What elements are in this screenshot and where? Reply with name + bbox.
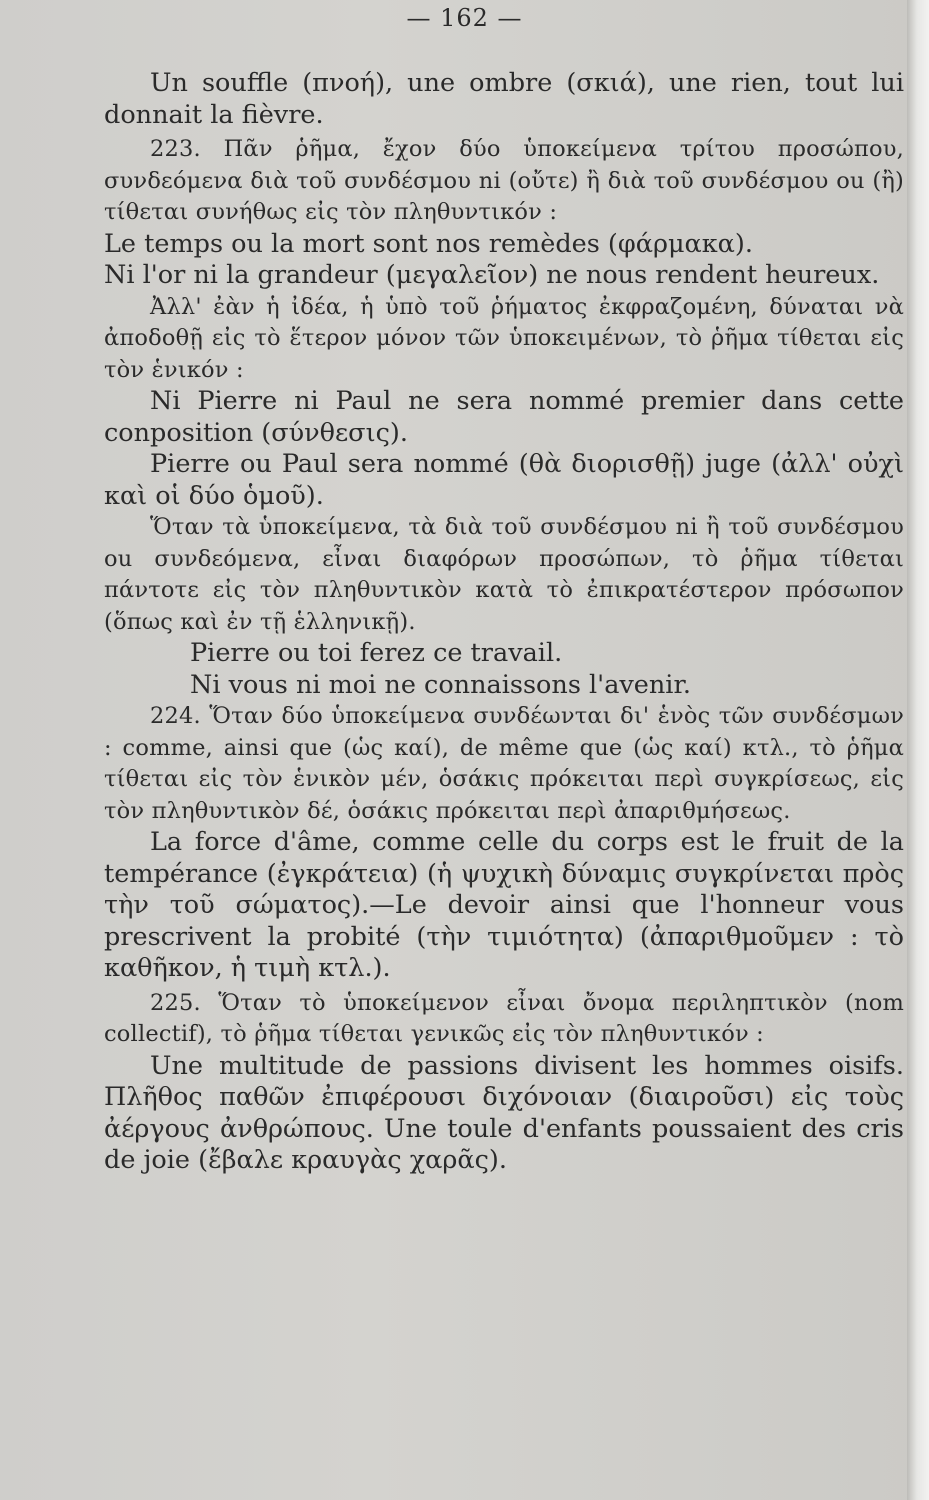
example-pierre-paul-2: Pierre ou Paul sera nommé (θὰ διορισθῇ) juge (ἀλλ' οὐχὶ καὶ οἱ δύο ὁμοῦ). [104, 449, 904, 511]
paragraph-otan: Ὅταν τὰ ὑποκείμενα, τὰ διὰ τοῦ συνδέσμου ni ἢ τοῦ συνδέσμου ou συνδεόμενα, εἶναι διαφόρων προσώπων, τὸ ῥῆμα τίθεται πάντοτε εἰς τὸν πληθυντικὸν κατὰ τὸ ἐπικρατέστερον πρόσωπον (ὅπως καὶ ἐν τῇ ἑλληνικῇ). [104, 514, 904, 635]
example-pierre-toi: Pierre ou toi ferez ce travail. [190, 638, 563, 668]
paragraph-alla: Ἀλλ' ἐὰν ἡ ἰδέα, ἡ ὑπὸ τοῦ ῥήματος ἐκφραζομένη, δύναται νὰ ἀποδοθῇ εἰς τὸ ἕτερον μόνον τῶν ὑποκειμένων, τὸ ῥῆμα τίθεται εἰς τὸν ἑνικόν : [104, 293, 904, 383]
example-multitude: Une multitude de passions divisent les hommes oisifs. Πλῆθος παθῶν ἐπιφέρουσι διχόνοιαν (διαιροῦσι) εἰς τοὺς ἀέργους ἀνθρώπους. Une toule d'enfants poussaient des cris de joie (ἔβαλε κραυγὰς χαρᾶς). [104, 1050, 904, 1175]
paragraph-1: Un souffle (πνοή), une ombre (σκιά), une rien, tout lui donnait la fièvre. [104, 68, 904, 130]
example-force: La force d'âme, comme celle du corps est le fruit de la tempérance (ἐγκράτεια) (ἡ ψυχικὴ δύναμις συγκρίνεται πρὸς τὴν τοῦ σώματος).—Le devoir ainsi que l'honneur vous prescrivent la probité (τὴν τιμιότητα) (ἀπαριθμοῦμεν : τὸ καθῆκον, ἡ τιμὴ κτλ.). [104, 827, 904, 983]
page-body [104, 68, 904, 1177]
page-edge [907, 0, 929, 1500]
paragraph-223: 223. Πᾶν ῥῆμα, ἔχον δύο ὑποκείμενα τρίτου προσώπου, συνδεόμενα διὰ τοῦ συνδέσμου ni (οὔτε) ἢ διὰ τοῦ συνδέσμου ou (ἢ) τίθεται συνήθως εἰς τὸν πληθυντικόν : [104, 136, 904, 225]
paragraph-225: 225. Ὅταν τὸ ὑποκείμενον εἶναι ὄνομα περιληπτικὸν (nom collectif), τὸ ῥῆμα τίθεται γενικῶς εἰς τὸν πληθυντικόν : [104, 989, 904, 1047]
paragraph-224: 224. Ὅταν δύο ὑποκείμενα συνδέωνται δι' ἑνὸς τῶν συνδέσμων : comme, ainsi que (ὡς καί), de même que (ὡς καί) κτλ., τὸ ῥῆμα τίθεται εἰς τὸν ἑνικὸν μέν, ὁσάκις πρόκειται περὶ συγκρίσεως, εἰς τὸν πληθυντικὸν δέ, ὁσάκις πρόκειται περὶ ἀπαριθμήσεως. [104, 703, 904, 824]
example-pierre-paul-1: Ni Pierre ni Paul ne sera nommé premier dans cette conposition (σύνθεσις). [104, 386, 904, 448]
page-number: — 162 — [406, 4, 523, 32]
example-temps: Le temps ou la mort sont nos remèdes (φάρμακα). [104, 228, 753, 259]
example-or: Ni l'or ni la grandeur (μεγαλεῖον) ne nous rendent heureux. [104, 260, 880, 290]
example-vous-moi: Ni vous ni moi ne connaissons l'avenir. [190, 669, 691, 700]
